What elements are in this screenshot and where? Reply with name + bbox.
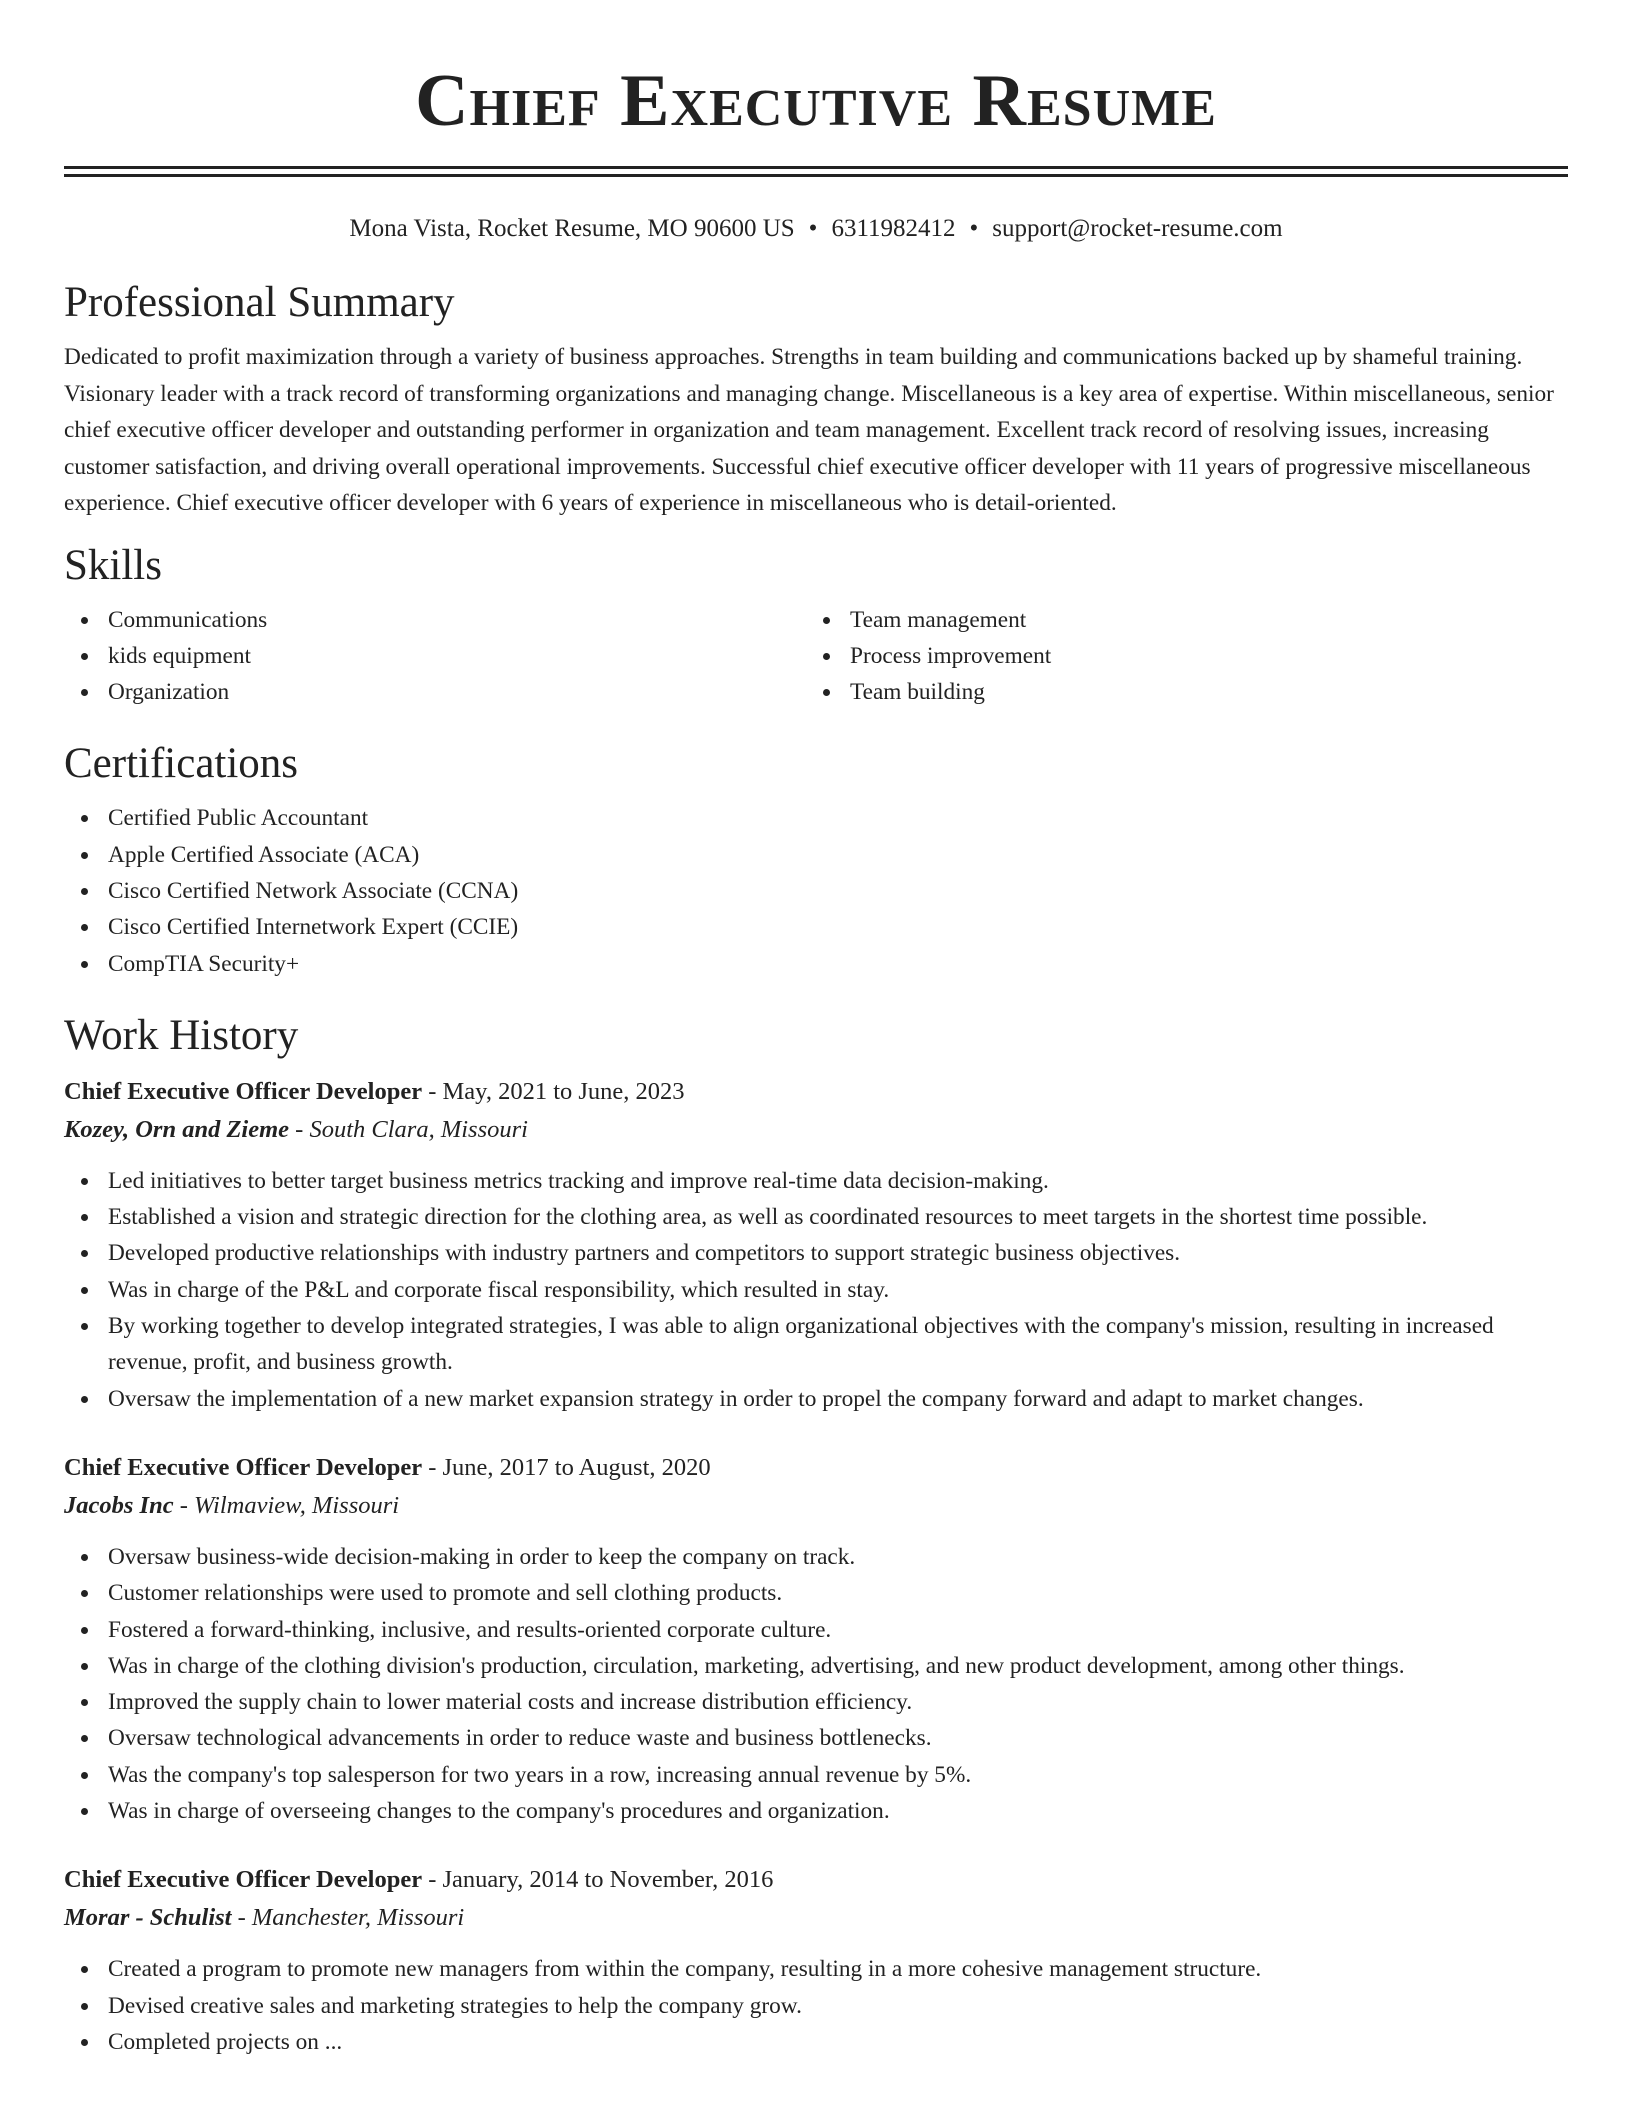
summary-heading: Professional Summary [64, 279, 455, 326]
job-bullet: Oversaw business-wide decision-making in order to keep the company on track. [64, 1539, 1568, 1575]
job-bullet: Customer relationships were used to promote and sell clothing products. [64, 1575, 1568, 1611]
contact-phone: 6311982412 [831, 215, 956, 242]
job-bullet: Oversaw the implementation of a new market expansion strategy in order to propel the company forward and adapt to market changes. [64, 1381, 1568, 1417]
job-location: Manchester, Missouri [251, 1904, 465, 1932]
job-company-line [64, 1899, 1568, 1937]
job-title-line [64, 1449, 1568, 1487]
skill-item: Communications [64, 602, 806, 638]
job-dates: May, 2021 to June, 2023 [442, 1077, 685, 1105]
job-bullet: Developed productive relationships with industry partners and competitors to support strategic business objectives. [64, 1235, 1568, 1271]
skill-item: Team management [806, 602, 1548, 638]
job-bullet: Devised creative sales and marketing strategies to help the company grow. [64, 1988, 1568, 2024]
contact-line [64, 213, 1568, 245]
skill-item: Organization [64, 674, 806, 710]
skill-item: kids equipment [64, 638, 806, 674]
job-entry [64, 1861, 1568, 2060]
job-dates: June, 2017 to August, 2020 [442, 1453, 711, 1481]
job-dates: January, 2014 to November, 2016 [442, 1866, 774, 1894]
certification-item: Cisco Certified Internetwork Expert (CCIE) [64, 909, 1568, 945]
title-rule-top [64, 166, 1568, 169]
job-bullet: Was the company's top salesperson for two years in a row, increasing annual revenue by 5%. [64, 1757, 1568, 1793]
job-entry [64, 1449, 1568, 1829]
job-company: Jacobs Inc [64, 1491, 174, 1519]
job-bullet: Created a program to promote new managers from within the company, resulting in a more cohesive management structure. [64, 1951, 1568, 1987]
contact-separator: • [808, 215, 818, 242]
job-title-line [64, 1861, 1568, 1899]
job-title-line [64, 1073, 1568, 1111]
job-bullet: By working together to develop integrated strategies, I was able to align organizational objectives with the company's mission, resulting in increased revenue, profit, and business growth. [64, 1308, 1568, 1381]
job-bullet: Oversaw technological advancements in order to reduce waste and business bottlenecks. [64, 1720, 1568, 1756]
job-company-line [64, 1487, 1568, 1525]
job-company-line [64, 1111, 1568, 1149]
job-bullet: Was in charge of the P&L and corporate fiscal responsibility, which resulted in stay. [64, 1272, 1568, 1308]
job-bullet: Fostered a forward-thinking, inclusive, and results-oriented corporate culture. [64, 1612, 1568, 1648]
resume-title: Chief Executive Resume [415, 60, 1217, 142]
job-title: Chief Executive Officer Developer [64, 1077, 423, 1105]
skills-heading: Skills [64, 541, 162, 589]
job-bullet: Completed projects on ... [64, 2024, 1568, 2060]
job-company: Morar - Schulist [64, 1904, 232, 1932]
job-separator: - [173, 1491, 194, 1519]
job-location: South Clara, Missouri [309, 1115, 528, 1143]
job-separator: - [231, 1904, 252, 1932]
skills-right-list [806, 602, 1548, 711]
contact-email: support@rocket-resume.com [992, 215, 1283, 242]
certification-item: Cisco Certified Network Associate (CCNA) [64, 873, 1568, 909]
job-location: Wilmaview, Missouri [194, 1491, 400, 1519]
job-bullet: Improved the supply chain to lower material costs and increase distribution efficiency. [64, 1684, 1568, 1720]
job-bullets [64, 1539, 1568, 1829]
job-bullets [64, 1163, 1568, 1417]
resume-page [64, 0, 1568, 2060]
job-bullet: Was in charge of overseeing changes to the company's procedures and organization. [64, 1793, 1568, 1829]
job-company: Kozey, Orn and Zieme [64, 1115, 290, 1143]
job-separator: - [422, 1453, 443, 1481]
job-title: Chief Executive Officer Developer [64, 1453, 423, 1481]
job-bullet: Led initiatives to better target business metrics tracking and improve real-time data decision-making. [64, 1163, 1568, 1199]
summary-text: Dedicated to profit maximization through a variety of business approaches. Strengths in team building and communications backed up by shameful training. Visionary leader with a track record of transforming organizations and managing change. Miscellaneous is a key area of expertise. Within miscellaneous, senior chief executive officer developer and outstanding performer in organization and team management. Excellent track record of resolving issues, increasing customer satisfaction, and driving overall operational improvements. Successful chief executive officer developer with 11 years of progressive miscellaneous experience. Chief executive officer developer with 6 years of experience in miscellaneous who is detail-oriented. [64, 344, 1554, 516]
skills-left-list [64, 602, 806, 711]
certification-item: Apple Certified Associate (ACA) [64, 837, 1568, 873]
certification-item: CompTIA Security+ [64, 946, 1568, 982]
work-history-heading: Work History [64, 1011, 299, 1059]
job-separator: - [422, 1866, 443, 1894]
certifications-list [64, 800, 1568, 981]
job-separator: - [422, 1077, 443, 1105]
job-bullet: Established a vision and strategic direction for the clothing area, as well as coordinated resources to meet targets in the shortest time possible. [64, 1199, 1568, 1235]
skills-columns [64, 602, 1568, 711]
skill-item: Process improvement [806, 638, 1548, 674]
contact-separator: • [969, 215, 979, 242]
title-rule-bottom [64, 174, 1568, 177]
skill-item: Team building [806, 674, 1548, 710]
certifications-heading: Certifications [64, 740, 299, 788]
job-separator: - [289, 1115, 310, 1143]
job-bullets [64, 1951, 1568, 2060]
certification-item: Certified Public Accountant [64, 800, 1568, 836]
job-title: Chief Executive Officer Developer [64, 1866, 423, 1894]
job-entry [64, 1073, 1568, 1417]
contact-address: Mona Vista, Rocket Resume, MO 90600 US [349, 215, 795, 242]
job-bullet: Was in charge of the clothing division's production, circulation, marketing, advertising, and new product development, among other things. [64, 1648, 1568, 1684]
